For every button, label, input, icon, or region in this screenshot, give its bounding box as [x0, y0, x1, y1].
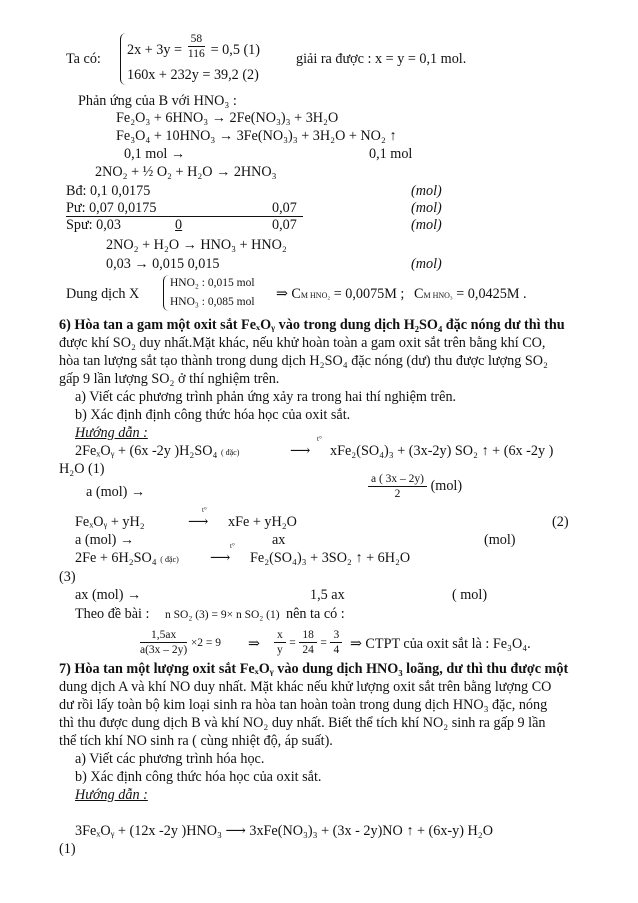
p6-eq3-lhs: 2Fe + 6H₂SO₄ ( đặc): [75, 550, 179, 566]
p6-eq2-arrow: ⟶: [188, 514, 209, 530]
row-spu-mid: 0,07: [272, 217, 297, 233]
reaction-3: 2NO₂ + ½ O₂ + H₂O → 2HNO₃: [95, 164, 277, 180]
row-pu: Pư: 0,07 0,0175: [66, 200, 157, 216]
problem7-question-a: a) Viết các phương trình hóa học.: [75, 751, 265, 767]
p6-eq3-mol: ax (mol) →: [75, 587, 142, 603]
p6-eq1-mol: a (mol) →: [86, 484, 146, 500]
solution-hno2: HNO₂ : 0,015 mol: [170, 277, 255, 289]
problem7-line4: thì thu được dung dịch B và khí NO₂ duy nhất. Biết thể tích khí NO₂ sinh ra gấp 9 lần: [59, 715, 546, 731]
problem6-line1: 6) Hòa tan a gam một oxit sắt FeₓOᵧ vào trong dung dịch H₂SO₄ đặc nóng dư thì thu: [59, 317, 565, 333]
problem7-line2: dung dịch A và khí NO duy nhất. Mặt khác nếu khử lượng oxit sắt trên bằng lượng CO: [59, 679, 552, 695]
solution-x-label: Dung dịch X: [66, 286, 140, 302]
concentration-hno2: ⇒ CM HNO₂ = 0,0075M ;: [276, 286, 405, 302]
p6-eq1-rhs: xFe₂(SO₄)₃ + (3x-2y) SO₂ ↑ + (6x -2y ): [330, 443, 554, 459]
problem7-line3: dư rồi lấy toàn bộ kim loại sinh ra hòa tan hoàn toàn trong dung dịch HNO₃ đặc, nóng: [59, 697, 548, 713]
p6-answer: ⇒ CTPT của oxit sắt là : Fe₃O₄.: [350, 636, 531, 652]
ta-co-label: Ta có:: [66, 51, 101, 67]
p6-eq1-frac: $\frac{a ( 3x - 2y)}{2}$ (mol): [368, 472, 462, 501]
solve-result: giải ra được : x = y = 0,1 mol.: [296, 51, 467, 67]
unit-mol-4: (mol): [411, 256, 442, 272]
p6-eq3-value: 1,5 ax: [310, 587, 345, 603]
problem6-question-b: b) Xác định định công thức hóa học của oxit sắt.: [75, 407, 351, 423]
p6-eq3-arrow: ⟶: [210, 550, 231, 566]
p6-eq2-condition: t°: [202, 506, 207, 514]
p6-eq1-condition: t°: [317, 435, 322, 443]
solution-brace: [163, 275, 169, 311]
p6-ratio-arrow: ⇒: [248, 636, 260, 652]
p6-eq2-unit: (mol): [484, 532, 516, 548]
row-bd: Bđ: 0,1 0,0175: [66, 183, 151, 199]
p6-final-fraction: $\frac{1,5ax}{a(3x - 2y)}$ ×2 = 9: [140, 629, 222, 656]
system-brace: [120, 33, 127, 85]
p7-eq1-number: (1): [59, 841, 76, 857]
p6-eq2-number: (2): [552, 514, 569, 530]
p6-eq1-tail: H₂O (1): [59, 461, 105, 477]
problem7-question-b: b) Xác định công thức hóa học của oxit sắt.: [75, 769, 322, 785]
p6-eq2-lhs: FeₓOᵧ + yH₂: [75, 514, 145, 530]
solution-hno3: HNO₃ : 0,085 mol: [170, 296, 255, 308]
equation-2: 160x + 232y = 39,2 (2): [127, 67, 259, 83]
p6-eq2-mol: a (mol) →: [75, 532, 135, 548]
unit-mol-3: (mol): [411, 217, 442, 233]
reaction-4: 2NO₂ + H₂O → HNO₃ + HNO₂: [106, 237, 287, 253]
unit-mol-1: (mol): [411, 183, 442, 199]
concentration-hno3: CM HNO₃ = 0,0425M .: [414, 286, 527, 302]
p7-eq1: 3FeₓOᵧ + (12x -2y )HNO₃ ⟶ 3xFe(NO₃)₃ + (3x - 2y)NO ↑ + (6x-y) H₂O: [75, 823, 493, 839]
problem6-line3: hòa tan lượng sắt tạo thành trong dung dịch H₂SO₄ đặc nóng (dư) thu được lượng SO₂: [59, 353, 548, 369]
problem6-line2: được khí SO₂ duy nhất.Mặt khác, nếu khử hoàn toàn a gam oxit sắt trên bằng khí CO,: [59, 335, 546, 351]
reaction-2: Fe₃O₄ + 10HNO₃ → 3Fe(NO₃)₃ + 3H₂O + NO₂ ↑: [116, 128, 397, 144]
p6-eq3-condition: t°: [230, 542, 235, 550]
row-pu-mid: 0,07: [272, 200, 297, 216]
p6-theo-eq: n SO₂ (3) = 9× n SO₂ (1): [165, 609, 280, 621]
equation-1: 2x + 3y = $\frac{58}{116}$ = 0,5 (1): [127, 33, 260, 60]
problem7-line5: thể tích khí NO sinh ra ( cùng nhiệt độ, áp suất).: [59, 733, 333, 749]
p6-eq2-ax: ax: [272, 532, 286, 548]
p6-eq3-rhs: Fe₂(SO₄)₃ + 3SO₂ ↑ + 6H₂O: [250, 550, 411, 566]
problem7-guide-heading: Hướng dẫn :: [75, 787, 148, 803]
p6-ratio: $\frac{x}{y}$ = $\frac{18}{24}$ = $\frac{3}{4}$: [274, 628, 342, 657]
row-spu-zero: 0: [175, 217, 183, 233]
unit-mol-2: (mol): [411, 200, 442, 216]
reaction-2-mol-right: 0,1 mol: [369, 146, 413, 162]
reaction-2-mol-left: 0,1 mol →: [124, 146, 186, 162]
problem6-line4: gấp 9 lần lượng SO₂ ở thí nghiệm trên.: [59, 371, 280, 387]
p6-eq3-number: (3): [59, 569, 76, 585]
reaction-1: Fe₂O₃ + 6HNO₃ → 2Fe(NO₃)₃ + 3H₂O: [116, 110, 339, 126]
p6-eq1-lhs: 2FeₓOᵧ + (6x -2y )H₂SO₄ ( đặc): [75, 443, 240, 459]
p6-eq3-unit: ( mol): [452, 587, 488, 603]
p6-eq1-arrow: ⟶: [290, 443, 311, 459]
problem7-line1: 7) Hòa tan một lượng oxit sắt FeₓOᵧ vào dung dịch HNO₃ loãng, dư thì thu được một: [59, 661, 569, 677]
p6-theo-label: Theo đề bài :: [75, 606, 150, 622]
p6-theo-tail: nên ta có :: [286, 606, 345, 622]
p6-eq2-rhs: xFe + yH₂O: [228, 514, 297, 530]
problem6-guide-heading: Hướng dẫn :: [75, 425, 148, 441]
reaction-heading: Phản ứng của B với HNO₃ :: [78, 93, 237, 109]
row-spu: Spư: 0,03: [66, 217, 121, 233]
reaction-4-values: 0,03 → 0,015 0,015: [106, 256, 220, 272]
problem6-question-a: a) Viết các phương trình phản ứng xảy ra trong hai thí nghiệm trên.: [75, 389, 457, 405]
